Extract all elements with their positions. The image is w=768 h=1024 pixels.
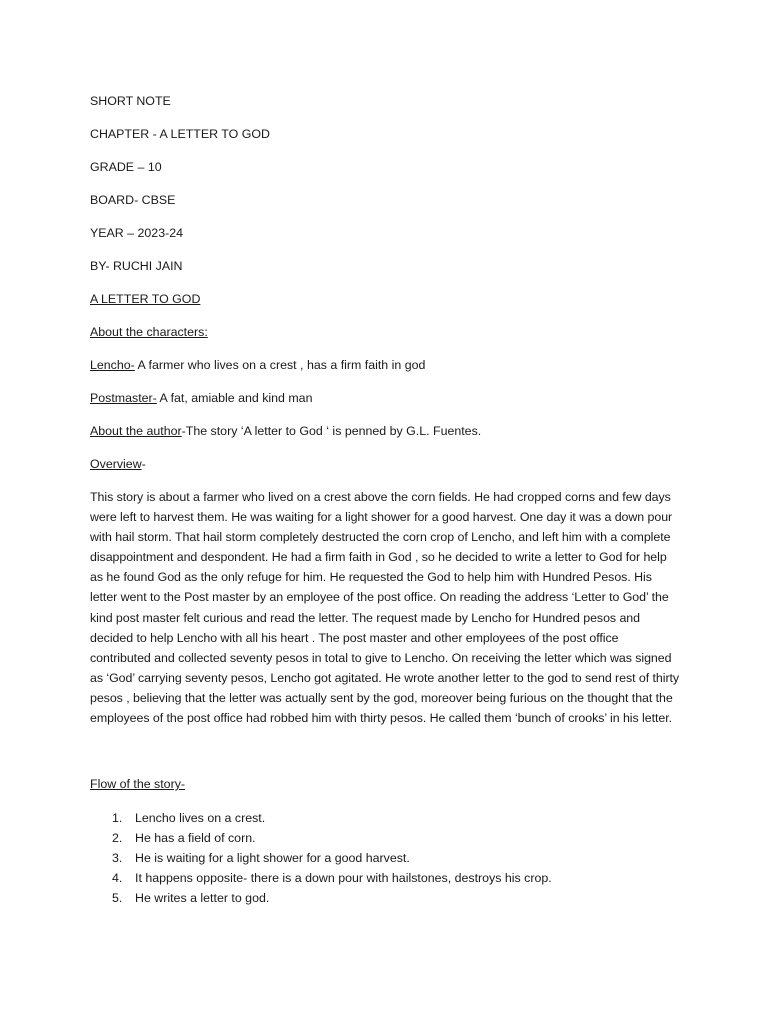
list-item xyxy=(90,808,682,828)
list-item-number: 2. xyxy=(112,831,123,846)
list-item-number: 4. xyxy=(112,871,123,886)
author-by-line: BY- RUCHI JAIN xyxy=(90,259,183,273)
document-title-text: A LETTER TO GOD xyxy=(90,292,201,306)
character-name: Lencho- xyxy=(90,358,135,372)
year-line: YEAR – 2023-24 xyxy=(90,226,183,240)
list-item-text: He has a field of corn. xyxy=(135,831,256,846)
spacer xyxy=(90,728,682,776)
list-item xyxy=(90,888,682,908)
overview-heading xyxy=(90,456,682,473)
about-author-label: About the author xyxy=(90,424,182,438)
list-item-number: 5. xyxy=(112,891,123,906)
characters-heading-text: About the characters: xyxy=(90,325,208,339)
list-item xyxy=(90,868,682,888)
overview-suffix: - xyxy=(141,457,146,471)
character-postmaster xyxy=(90,390,682,407)
list-item xyxy=(90,828,682,848)
character-description: A farmer who lives on a crest , has a firm faith in god xyxy=(134,358,426,372)
list-item-number: 3. xyxy=(112,851,123,866)
overview-label: Overview xyxy=(90,457,142,471)
chapter-line: CHAPTER - A LETTER TO GOD xyxy=(90,127,270,141)
character-name: Postmaster- xyxy=(90,391,157,405)
document-title xyxy=(90,291,682,308)
flow-heading-text: Flow of the story- xyxy=(90,777,186,792)
list-item-text: It happens opposite- there is a down pour with hailstones, destroys his crop. xyxy=(135,871,552,886)
character-lencho xyxy=(90,357,682,374)
short-note-line: SHORT NOTE xyxy=(90,94,171,108)
board-line: BOARD- CBSE xyxy=(90,193,176,207)
list-item-text: Lencho lives on a crest. xyxy=(135,811,266,826)
about-author-text: -The story ‘A letter to God ‘ is penned by G.L. Fuentes. xyxy=(181,424,482,438)
flow-heading xyxy=(90,776,682,793)
list-item-number: 1. xyxy=(112,811,123,826)
document-page xyxy=(90,93,682,908)
list-item-text: He writes a letter to god. xyxy=(135,891,270,906)
characters-heading xyxy=(90,324,682,341)
about-author xyxy=(90,423,682,440)
character-description: A fat, amiable and kind man xyxy=(156,391,313,405)
list-item xyxy=(90,848,682,868)
flow-list xyxy=(90,808,682,908)
overview-paragraph: This story is about a farmer who lived on a crest above the corn fields. He had cropped corns and few days were left to harvest them. He was waiting for a light shower for a good harvest. One day it was a down pour with hail storm. That hail storm completely destructed the corn crop of Lencho, and left him with a complete disappointment and despondent. He had a firm faith in God , so he decided to write a letter to God for help as he found God as the only refuge for him. He requested the God to help him with Hundred Pesos. His letter went to the Post master by an employee of the post office. On reading the address ‘Letter to God’ the kind post master felt curious and read the letter. The request made by Lencho for Hundred pesos and decided to help Lencho with all his heart . The post master and other employees of the post office contributed and collected seventy pesos in total to give to Lencho. On receiving the letter which was signed as ‘God’ carrying seventy pesos, Lencho got agitated. He wrote another letter to the god to send rest of thirty pesos , believing that the letter was actually sent by the god, moreover being furious on the thought that the employees of the post office had robbed him with thirty pesos. He called them ‘bunch of crooks’ in his letter. xyxy=(90,490,680,726)
list-item-text: He is waiting for a light shower for a good harvest. xyxy=(135,851,410,866)
grade-line: GRADE – 10 xyxy=(90,160,162,174)
